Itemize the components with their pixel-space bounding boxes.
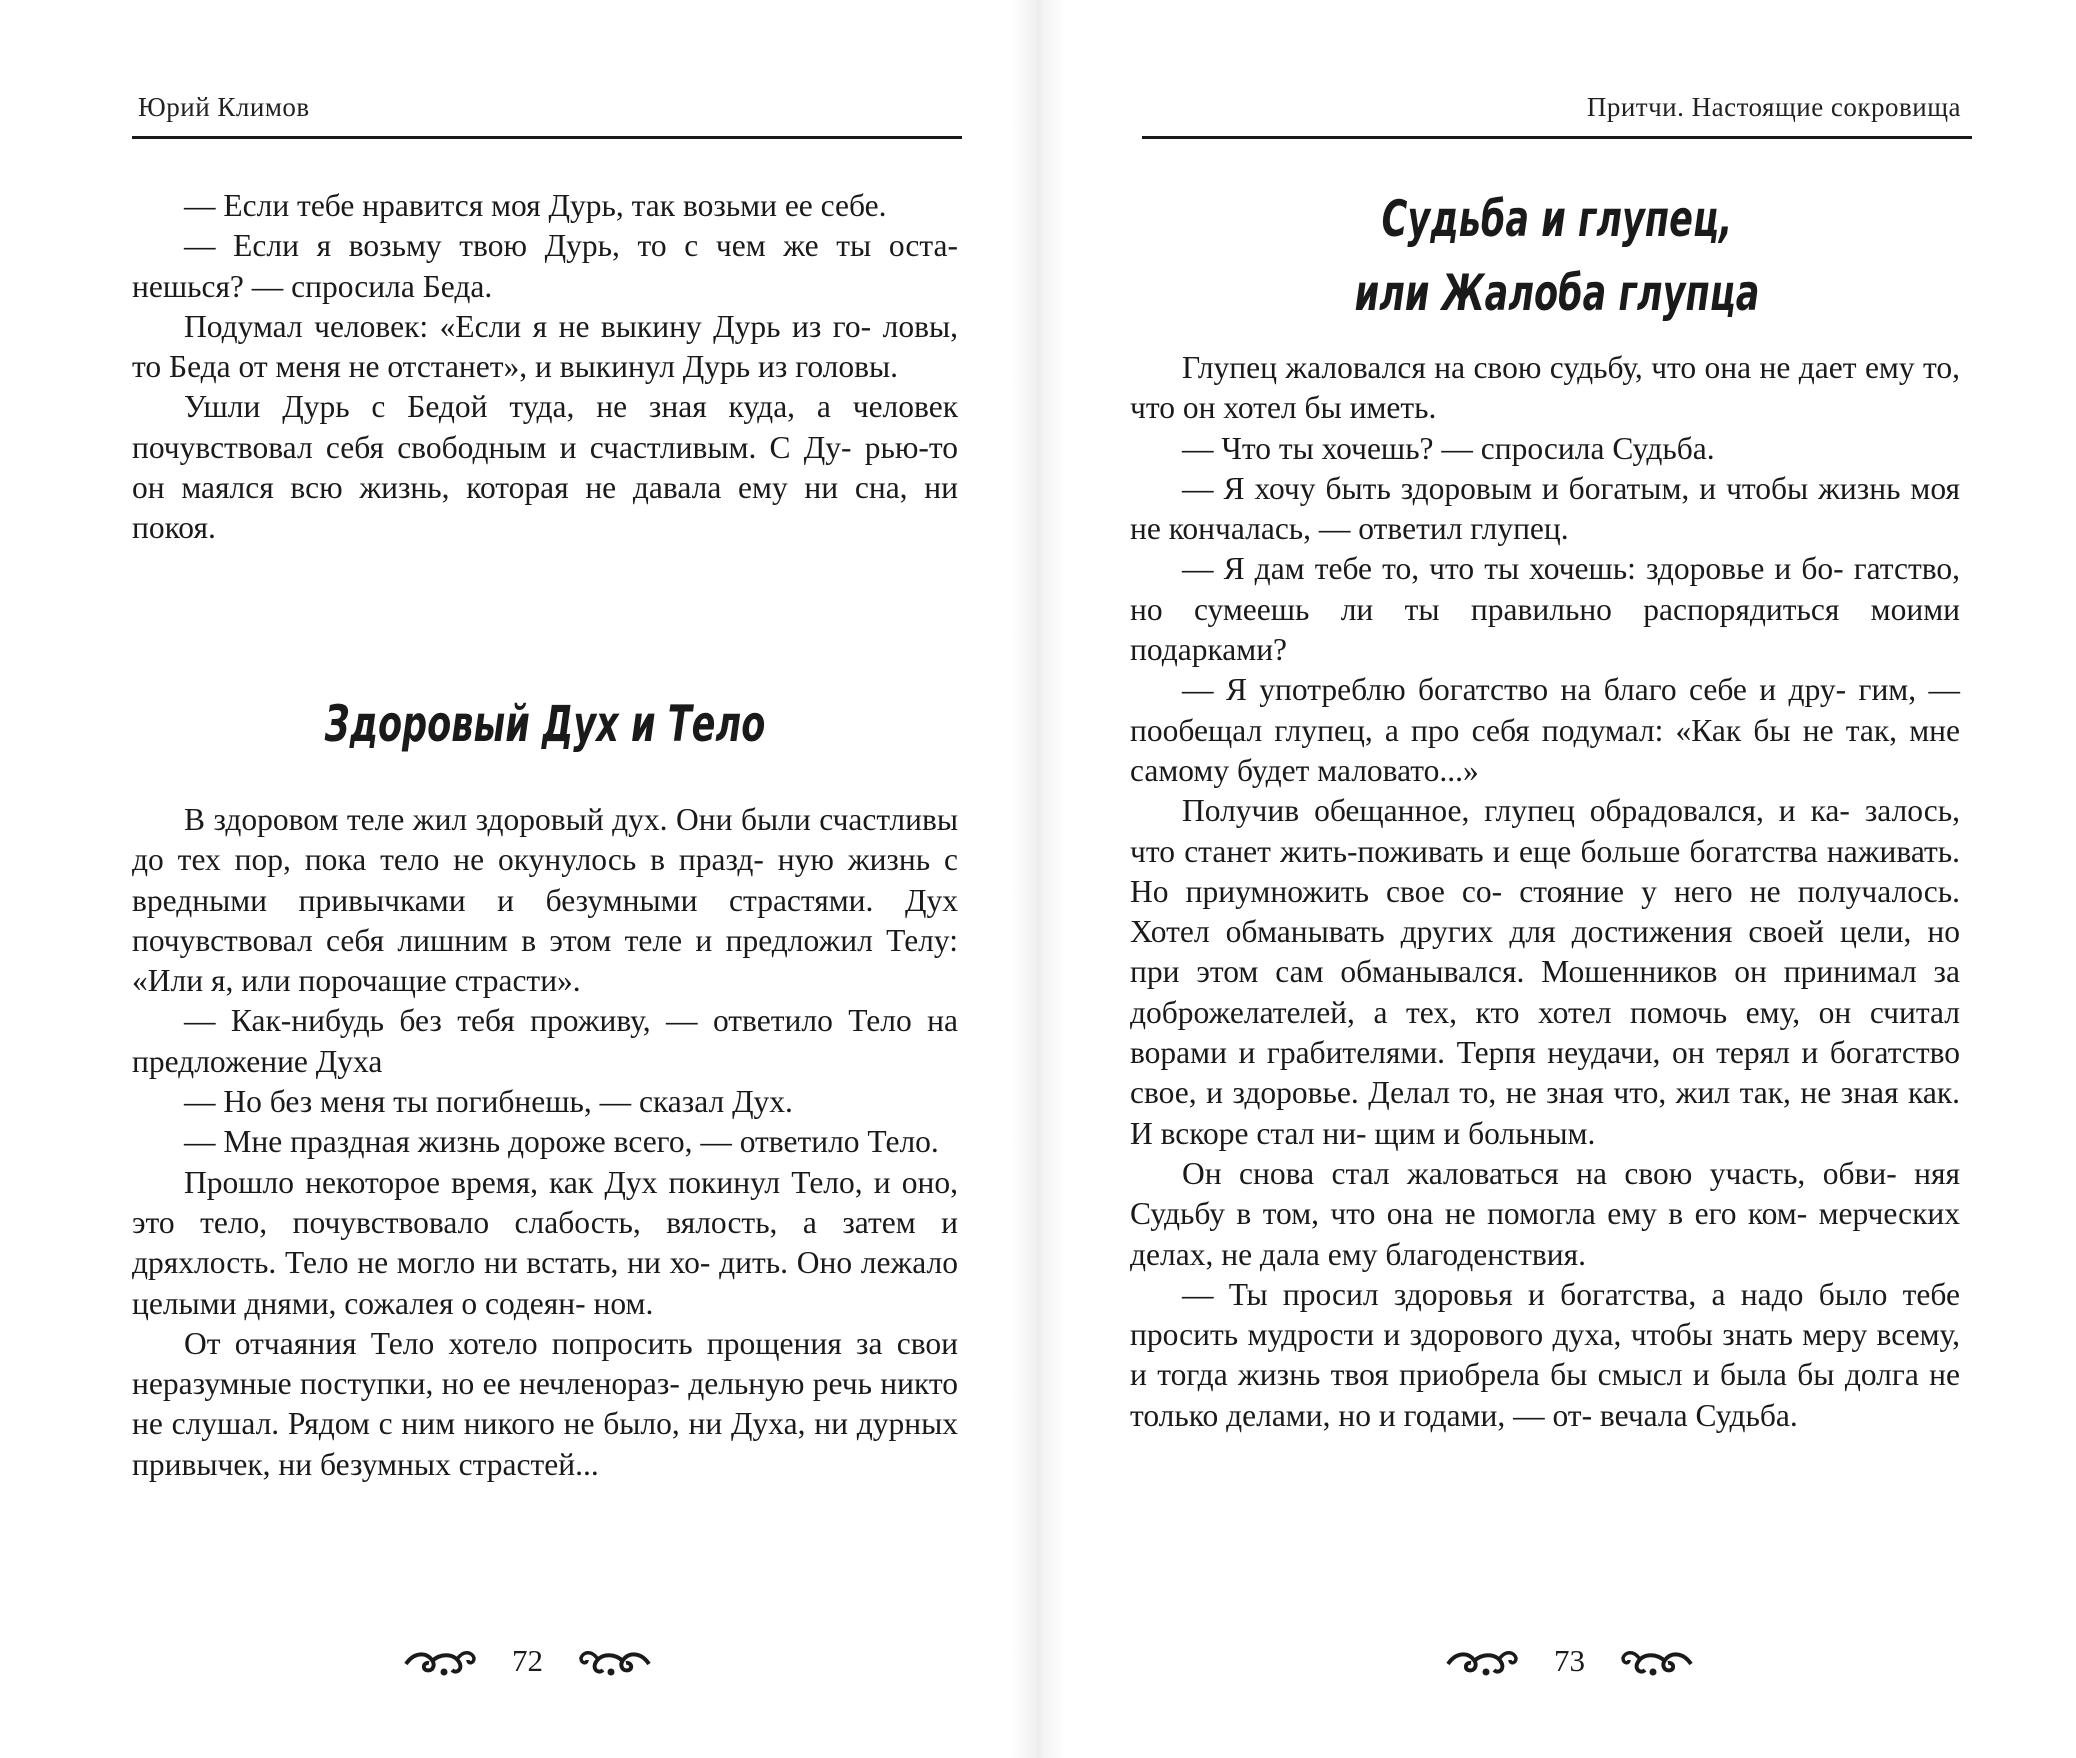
page-number: 72 — [512, 1643, 543, 1678]
paragraph: — Но без меня ты погибнешь, — сказал Дух. — [184, 1084, 793, 1120]
ornament-left-icon — [402, 1644, 478, 1678]
running-head-author: Юрий Климов — [138, 92, 310, 122]
paragraph: В здоровом теле жил здоровый дух. Они были счастливы до тех пор, пока тело не окунулось в празд- ную жизнь с вредными привычками и безумными страстями. Дух почувствовал себя лишним в этом теле и предложил Телу: «Или я, или порочащие страсти». — [132, 802, 958, 999]
right-page — [1038, 0, 2076, 1758]
running-head-title: Притчи. Настоящие сокровища — [1586, 92, 1961, 122]
page-footer — [402, 1643, 653, 1679]
left-story-text — [132, 800, 958, 1485]
paragraph: — Я употреблю богатство на благо себе и дру- гим, — пообещал глупец, а про себя подумал: «Как бы не так, мне самому будет маловато...» — [1130, 672, 1960, 788]
paragraph: Глупец жаловался на свою судьбу, что она не дает ему то, что он хотел бы иметь. — [1130, 350, 1960, 426]
paragraph: От отчаяния Тело хотело попросить прощения за свои неразумные поступки, но ее нечленораз- дельную речь никто не слушал. Рядом с ним никого не было, ни Духа, ни дурных привычек, ни безумных страстей... — [132, 1325, 958, 1482]
chapter-heading: Здоровый Дух и Тело — [324, 695, 766, 753]
paragraph: Подумал человек: «Если я не выкину Дурь из го- ловы, то Беда от меня не отстанет», и выкинул Дурь из головы. — [132, 308, 958, 385]
left-top-text — [132, 186, 958, 549]
paragraph: — Если я возьму твою Дурь, то с чем же ты оста- нешься? — спросила Беда. — [132, 228, 958, 304]
chapter-heading-line-2: или Жалоба глупца — [1354, 264, 1760, 322]
paragraph: — Как-нибудь без тебя проживу, — ответило Тело на предложение Духа — [132, 1003, 958, 1079]
chapter-heading-line-1: Судьба и глупец, — [1381, 190, 1733, 248]
header-rule — [1142, 136, 1972, 139]
page-number: 73 — [1554, 1643, 1585, 1678]
paragraph: — Что ты хочешь? — спросила Судьба. — [1182, 430, 1715, 466]
right-story-text — [1130, 348, 1960, 1436]
paragraph: — Мне праздная жизнь дороже всего, — ответило Тело. — [184, 1124, 939, 1160]
ornament-left-icon — [1444, 1644, 1520, 1678]
ornament-right-icon — [577, 1644, 653, 1678]
paragraph: Ушли Дурь с Бедой туда, не зная куда, а человек почувствовал себя свободным и счастливым. С Ду- рью-то он маялся всю жизнь, которая не давала ему ни сна, ни покоя. — [132, 389, 958, 546]
page-footer — [1444, 1643, 1695, 1679]
paragraph: — Я хочу быть здоровым и богатым, и чтобы жизнь моя не кончалась, — ответил глупец. — [1130, 470, 1960, 547]
chapter-heading — [1233, 182, 1880, 330]
paragraph: Получив обещанное, глупец обрадовался, и ка- залось, что станет жить-поживать и еще больше богатства наживать. Но приумножить свое со- стояние у него не получалось. Хотел обманывать других для достижения своей цели, но при этом сам обманывался. Мошенников он принимал за доброжелателей, а тех, кто хотел помочь ему, он считал ворами и грабителями. Терпя неудачи, он терял и богатство свое, и здоровье. Делал то, не зная что, жил так, не зная как. И вскоре стал ни- щим и больным. — [1130, 793, 1960, 1151]
ornament-right-icon — [1619, 1644, 1695, 1678]
paragraph: — Я дам тебе то, что ты хочешь: здоровье и бо- гатство, но сумеешь ли ты правильно распорядиться моими подарками? — [1130, 551, 1960, 668]
paragraph: Он снова стал жаловаться на свою участь, обви- няя Судьбу в том, что она не помогла ему в его ком- мерческих делах, не дала ему благоденствия. — [1130, 1155, 1960, 1272]
header-rule — [132, 136, 962, 139]
paragraph: — Ты просил здоровья и богатства, а надо было тебе просить мудрости и здорового духа, чтобы знать меру всему, и тогда жизнь твоя приобрела бы смысл и была бы долга не только делами, но и годами, — от- вечала Судьба. — [1130, 1276, 1960, 1433]
paragraph: — Если тебе нравится моя Дурь, так возьми ее себе. — [184, 188, 887, 223]
paragraph: Прошло некоторое время, как Дух покинул Тело, и оно, это тело, почувствовало слабость, вялость, а затем и дряхлость. Тело не могло ни встать, ни хо- дить. Оно лежало целыми днями, сожалея о содеян- ном. — [132, 1164, 958, 1321]
